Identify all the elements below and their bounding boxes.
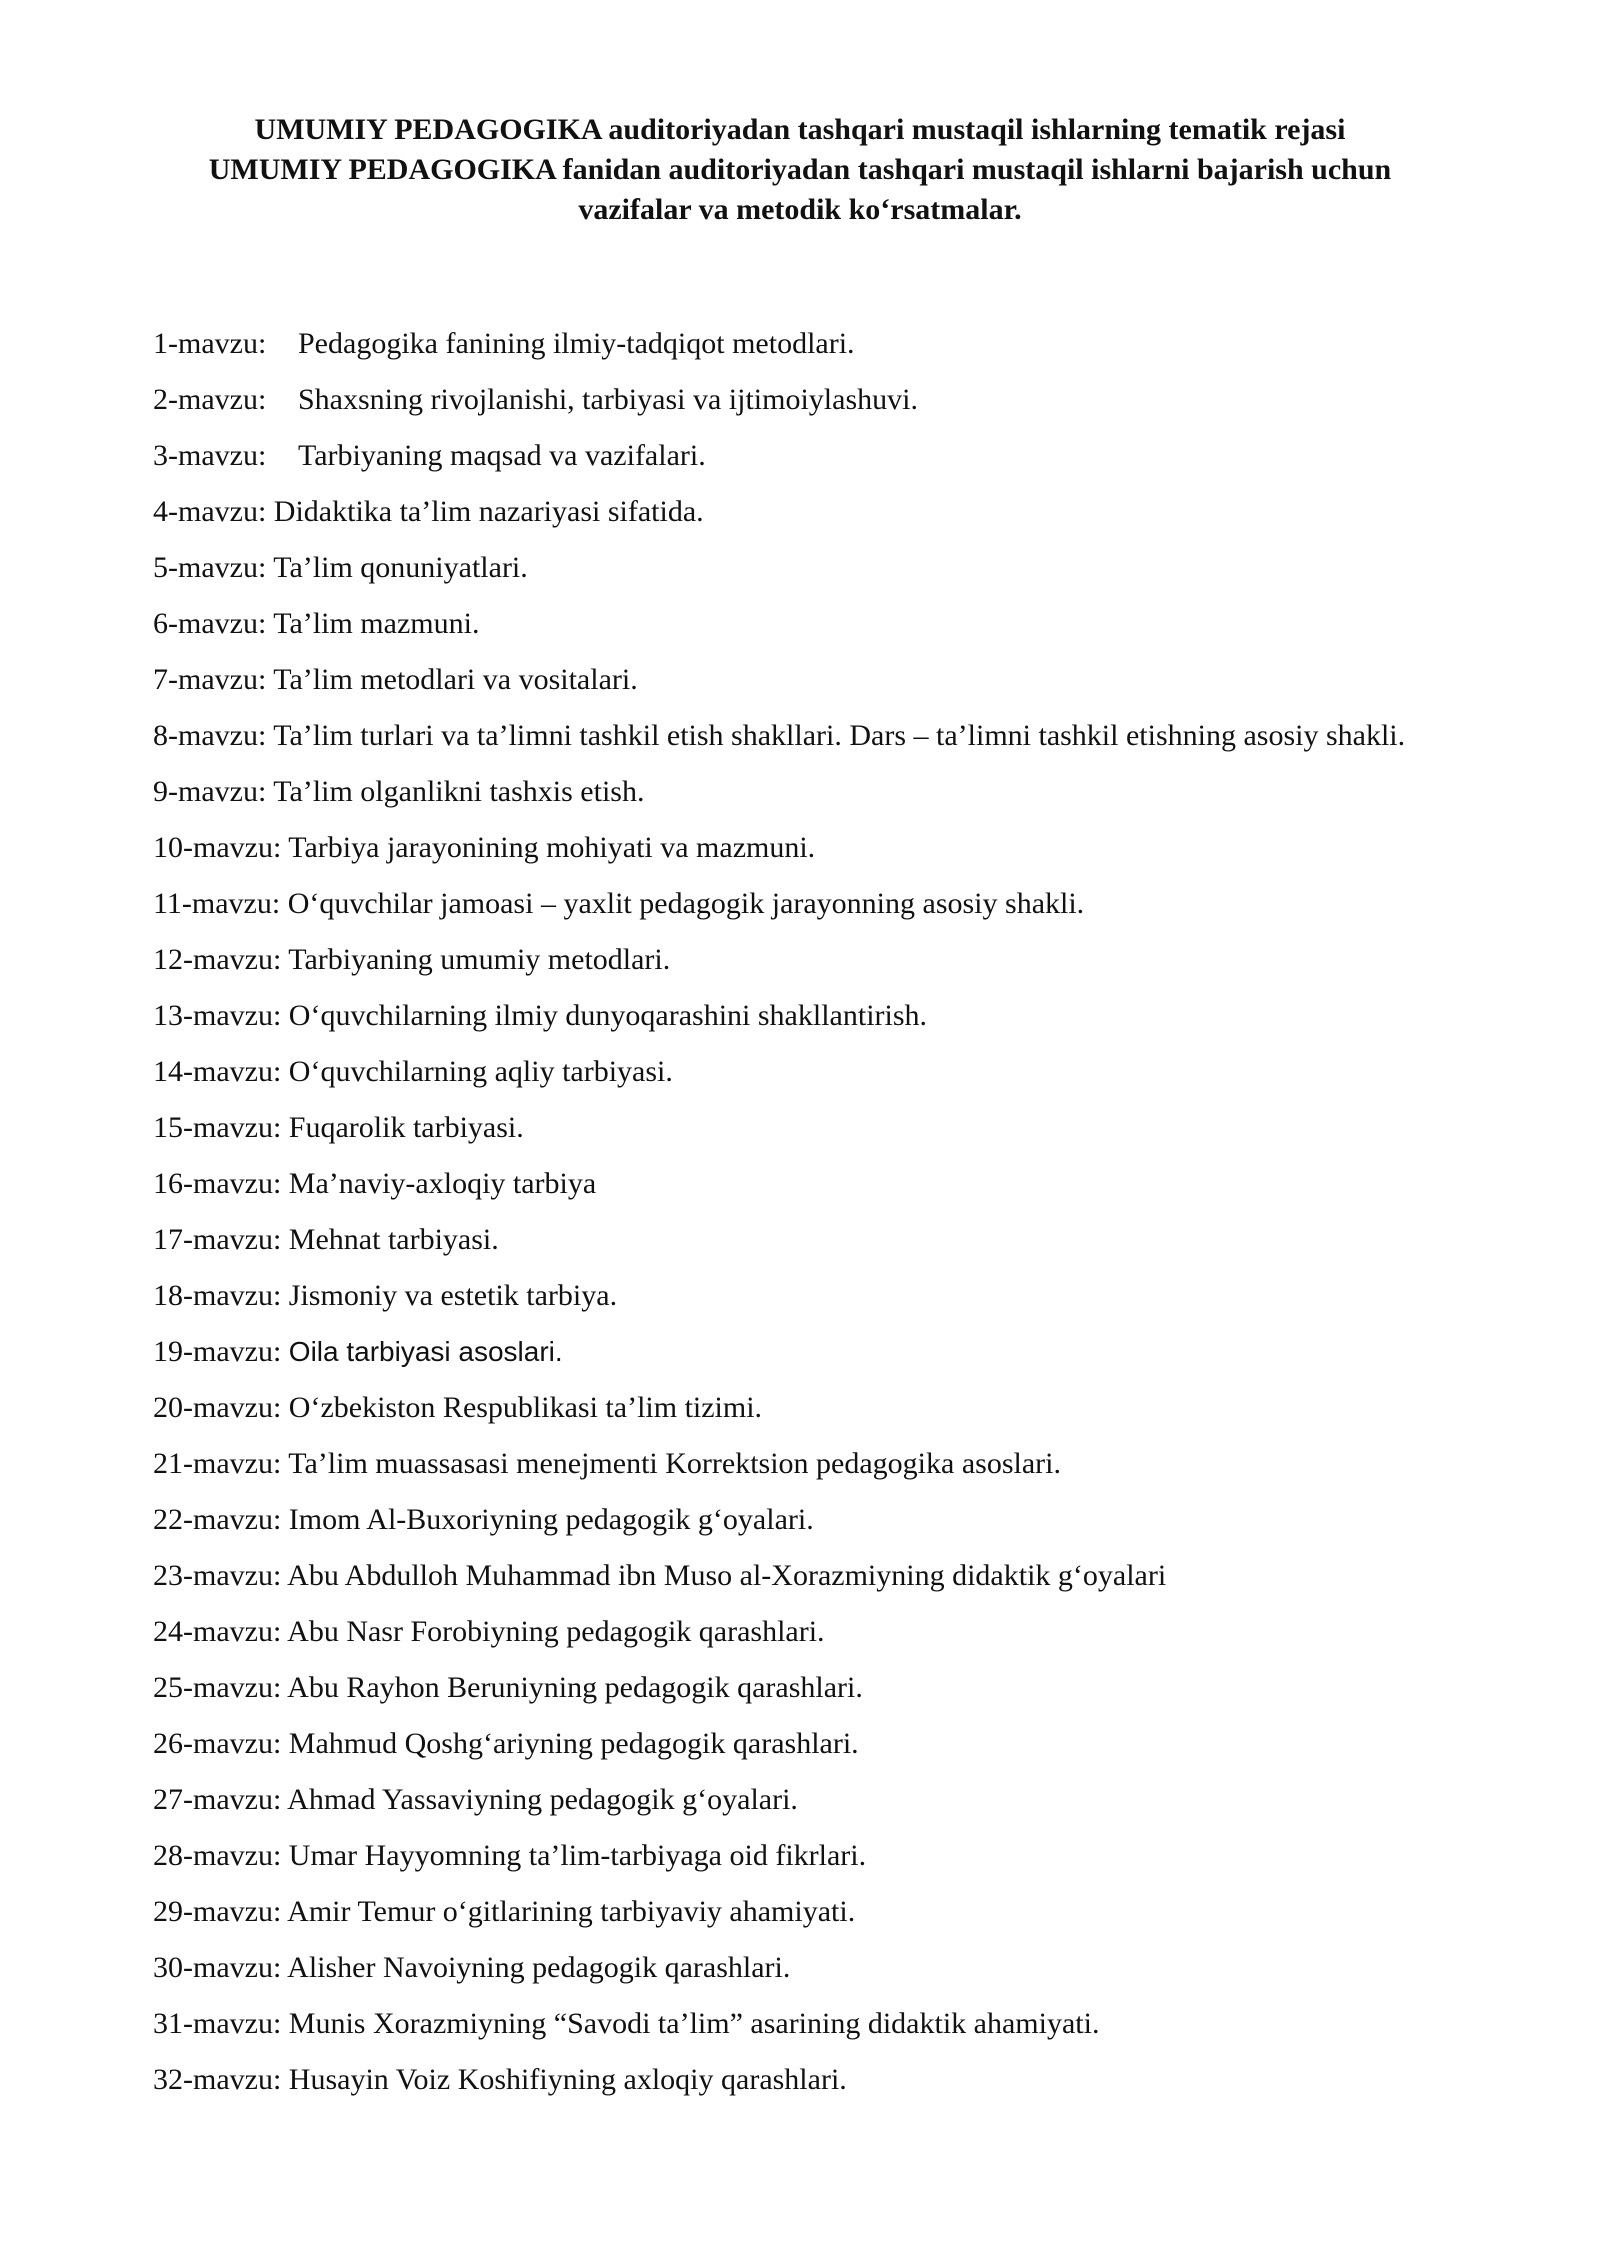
topic-number: 25-mavzu: (153, 1671, 282, 1704)
topic-number: 9-mavzu: (153, 775, 267, 808)
topic-item (153, 995, 1553, 1051)
topic-number: 4-mavzu: (153, 495, 267, 528)
topic-number: 31-mavzu: (153, 2007, 282, 2040)
topic-title: Ta’lim metodlari va vositalari. (273, 663, 638, 696)
topic-item (153, 1835, 1553, 1891)
topic-number: 17-mavzu: (153, 1223, 282, 1256)
topic-item (153, 659, 1553, 715)
topic-number: 22-mavzu: (153, 1503, 282, 1536)
topic-item (153, 771, 1553, 827)
topic-title: Abu Abdulloh Muhammad ibn Muso al-Xorazmiyning didaktik g‘oyalari (287, 1559, 1167, 1592)
topic-number: 20-mavzu: (153, 1391, 282, 1424)
topic-number: 8-mavzu: (153, 719, 267, 752)
topic-number: 10-mavzu: (153, 831, 282, 864)
topic-item (153, 939, 1553, 995)
topic-title: Shaxsning rivojlanishi, tarbiyasi va ijtimoiylashuvi. (298, 383, 918, 416)
topic-title: Alisher Navoiyning pedagogik qarashlari. (287, 1951, 791, 1984)
topic-item (153, 1163, 1553, 1219)
topic-item (153, 2059, 1553, 2115)
topic-title: Tarbiya jarayonining mohiyati va mazmuni. (288, 831, 816, 864)
topic-item (153, 1779, 1553, 1835)
topic-title: Ta’lim turlari va ta’limni tashkil etish shakllari. Dars – ta’limni tashkil etishning asosiy shakli. (273, 719, 1406, 752)
topic-title: Fuqarolik tarbiyasi. (288, 1111, 524, 1144)
topic-title: Ahmad Yassaviyning pedagogik g‘oyalari. (287, 1783, 798, 1816)
topic-number: 14-mavzu: (153, 1055, 282, 1088)
topic-item (153, 379, 1553, 435)
topic-number: 16-mavzu: (153, 1167, 282, 1200)
topic-number: 7-mavzu: (153, 663, 267, 696)
topic-number: 11-mavzu: (153, 887, 281, 920)
topic-title: O‘quvchilarning ilmiy dunyoqarashini shakllantirish. (288, 999, 928, 1032)
topic-item (153, 1387, 1553, 1443)
topic-number: 23-mavzu: (153, 1559, 282, 1592)
topic-title: Tarbiyaning umumiy metodlari. (288, 943, 671, 976)
topic-title: Ta’lim mazmuni. (273, 607, 480, 640)
topic-number: 15-mavzu: (153, 1111, 282, 1144)
topic-title: O‘quvchilarning aqliy tarbiyasi. (288, 1055, 673, 1088)
header-title-line-2: UMUMIY PEDAGOGIKA fanidan auditoriyadan tashqari mustaqil ishlarni bajarish uchun (208, 153, 1392, 186)
topic-title: Tarbiyaning maqsad va vazifalari. (298, 439, 706, 472)
topic-title: Abu Nasr Forobiyning pedagogik qarashlari. (287, 1615, 825, 1648)
topic-number: 18-mavzu: (153, 1279, 282, 1312)
topic-number: 6-mavzu: (153, 607, 267, 640)
topic-item (153, 827, 1553, 883)
topic-title: Husayin Voiz Koshifiyning axloqiy qarashlari. (288, 2063, 847, 2096)
topic-number: 30-mavzu: (153, 1951, 282, 1984)
topic-title: Jismoniy va estetik tarbiya. (288, 1279, 618, 1312)
topic-item (153, 1891, 1553, 1947)
topic-number: 12-mavzu: (153, 943, 282, 976)
topic-item (153, 603, 1553, 659)
topic-title: Mehnat tarbiyasi. (288, 1223, 499, 1256)
topic-item (153, 2003, 1553, 2059)
document-header (150, 110, 1450, 230)
header-title-line-3: vazifalar va metodik ko‘rsatmalar. (578, 193, 1022, 226)
topic-item (153, 1723, 1553, 1779)
topic-number: 19-mavzu: (153, 1335, 282, 1368)
topic-number: 1-mavzu: (153, 327, 267, 360)
topic-item (153, 883, 1553, 939)
topic-number: 29-mavzu: (153, 1895, 282, 1928)
topic-number: 21-mavzu: (153, 1447, 282, 1480)
topic-item (153, 1611, 1553, 1667)
topic-item (153, 1331, 1553, 1387)
topic-title: O‘zbekiston Respublikasi ta’lim tizimi. (288, 1391, 763, 1424)
topic-number: 32-mavzu: (153, 2063, 282, 2096)
topic-title: Amir Temur o‘gitlarining tarbiyaviy ahamiyati. (287, 1895, 856, 1928)
topic-item (153, 1555, 1553, 1611)
topic-title: Umar Hayyomning ta’lim-tarbiyaga oid fikrlari. (288, 1839, 867, 1872)
topic-title: Imom Al-Buxoriyning pedagogik g‘oyalari. (288, 1503, 814, 1536)
topic-number: 13-mavzu: (153, 999, 282, 1032)
topic-item (153, 1499, 1553, 1555)
header-title-line-1: UMUMIY PEDAGOGIKA auditoriyadan tashqari mustaqil ishlarning tematik rejasi (254, 113, 1346, 146)
topic-item (153, 715, 1553, 771)
topic-item (153, 1107, 1553, 1163)
topic-number: 28-mavzu: (153, 1839, 282, 1872)
topic-item (153, 1947, 1553, 2003)
topic-item (153, 323, 1553, 379)
topic-item (153, 1667, 1553, 1723)
topic-number: 5-mavzu: (153, 551, 267, 584)
topic-number: 27-mavzu: (153, 1783, 282, 1816)
topic-title: Ta’lim olganlikni tashxis etish. (273, 775, 645, 808)
topic-title: Abu Rayhon Beruniyning pedagogik qarashlari. (287, 1671, 863, 1704)
topic-title: Oila tarbiyasi asoslari. (288, 1336, 563, 1367)
topic-title: Didaktika ta’lim nazariyasi sifatida. (273, 495, 704, 528)
topic-number: 26-mavzu: (153, 1727, 282, 1760)
topic-title: Munis Xorazmiyning “Savodi ta’lim” asarining didaktik ahamiyati. (288, 2007, 1100, 2040)
topic-item (153, 547, 1553, 603)
topic-number: 2-mavzu: (153, 383, 267, 416)
topic-item (153, 1443, 1553, 1499)
topic-title: O‘quvchilar jamoasi – yaxlit pedagogik jarayonning asosiy shakli. (287, 887, 1085, 920)
topic-title: Pedagogika fanining ilmiy-tadqiqot metodlari. (298, 327, 855, 360)
topic-title: Mahmud Qoshg‘ariyning pedagogik qarashlari. (288, 1727, 859, 1760)
topic-title: Ma’naviy-axloqiy tarbiya (288, 1167, 597, 1200)
topic-item (153, 1275, 1553, 1331)
topic-title: Ta’lim muassasasi menejmenti Korrektsion pedagogika asoslari. (288, 1447, 1061, 1480)
topic-item (153, 1051, 1553, 1107)
topic-list (153, 323, 1553, 2115)
topic-number: 24-mavzu: (153, 1615, 282, 1648)
topic-title: Ta’lim qonuniyatlari. (273, 551, 528, 584)
topic-item (153, 1219, 1553, 1275)
topic-number: 3-mavzu: (153, 439, 267, 472)
topic-item (153, 491, 1553, 547)
topic-item (153, 435, 1553, 491)
